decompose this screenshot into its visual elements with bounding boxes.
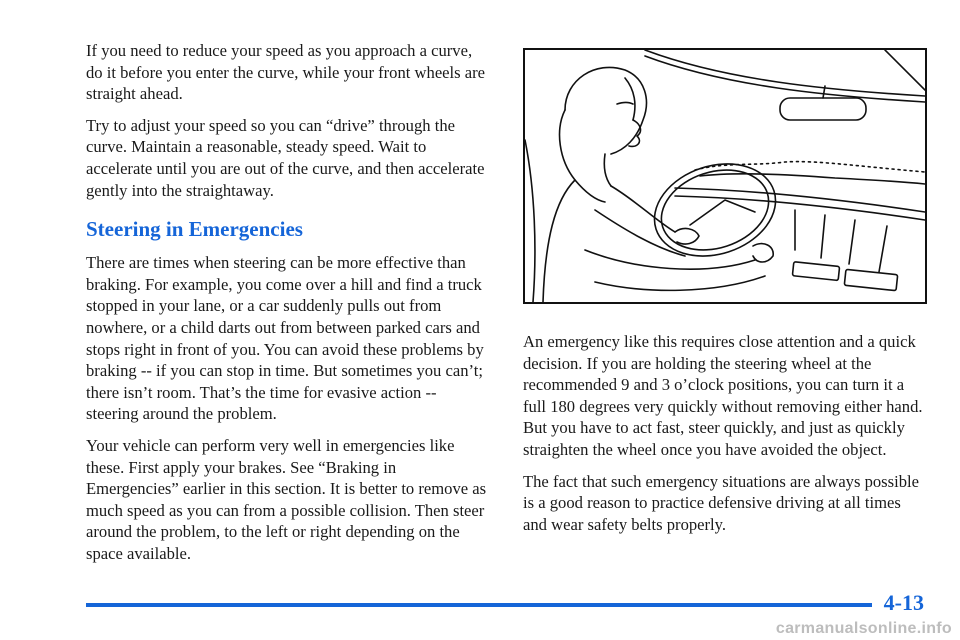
paragraph-curve-speed: If you need to reduce your speed as you approach a curve, do it before you enter the curve, while your front wheels are straight ahead. <box>86 41 486 104</box>
driver-steering-illustration-icon <box>525 50 925 302</box>
paragraph-defensive-driving: The fact that such emergency situations are always possible is a good reason to practice defensive driving at all times and wear safety belts properly. <box>523 471 919 534</box>
paragraph-emergency-decision: An emergency like this requires close attention and a quick decision. If you are holding the steering wheel at the recommended 9 and 3 o’clock positions, you can turn it a full 180 degrees very quickly without removing either hand. But you have to act fast, steer quickly, and just as quickly straighten the wheel once you have avoided the object. <box>523 332 923 459</box>
paragraph-adjust-speed: Try to adjust your speed so you can “drive” through the curve. Maintain a reasonable, steady speed. Wait to accelerate until you are out of the curve, and then accelerate gently into the straightaway. <box>86 115 485 200</box>
left-column <box>86 40 492 574</box>
driver-steering-figure <box>523 48 927 304</box>
section-heading: Steering in Emergencies <box>86 217 303 242</box>
paragraph-steering-vs-braking: There are times when steering can be more effective than braking. For example, you come over a hill and find a truck stopped in your lane, or a car suddenly pulls out from nowhere, or a child darts out from between parked cars and stops right in front of you. You can avoid these problems by braking -- if you can stop in time. But sometimes you can’t; there isn’t room. That’s the time for evasive action -- steering around the problem. <box>86 253 484 424</box>
watermark: carmanualsonline.info <box>775 620 952 637</box>
footer-rule <box>86 603 872 607</box>
paragraph-vehicle-performance: Your vehicle can perform very well in emergencies like these. First apply your brakes. See “Braking in Emergencies” earlier in this section. It is better to remove as much speed as you can from a possible collision. Then steer around the problem, to the left or right depending on the space available. <box>86 435 487 563</box>
right-column <box>523 331 927 545</box>
page-number: 4-13 <box>883 590 924 615</box>
